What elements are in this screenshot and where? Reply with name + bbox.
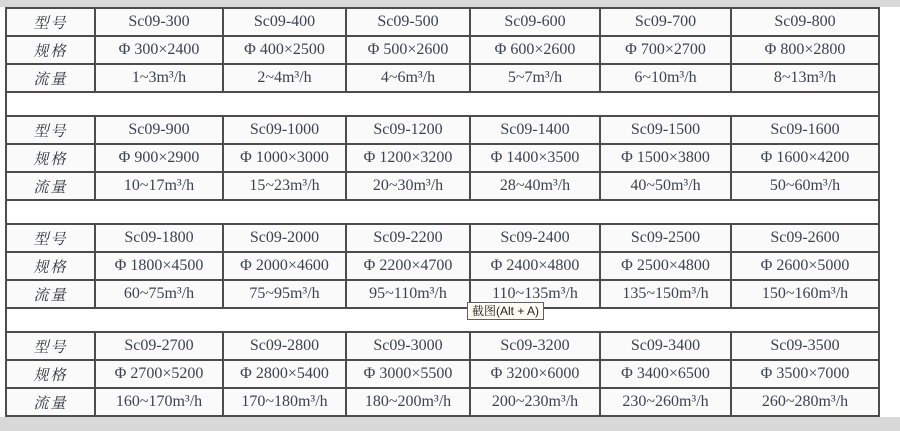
spec-cell: Φ 1200×3200 bbox=[346, 144, 470, 172]
spec-cell: Φ 3200×6000 bbox=[470, 360, 600, 388]
row-label-model: 型号 bbox=[6, 116, 95, 144]
row-label-spec: 规格 bbox=[6, 252, 95, 280]
spec-cell: Φ 1500×3800 bbox=[600, 144, 731, 172]
row-label-model: 型号 bbox=[6, 8, 95, 36]
spec-row bbox=[6, 36, 879, 64]
model-cell: Sc09-1000 bbox=[223, 116, 346, 144]
spec-row bbox=[6, 144, 879, 172]
model-row bbox=[6, 8, 879, 36]
flow-cell: 20~30m³/h bbox=[346, 172, 470, 200]
flow-cell: 10~17m³/h bbox=[95, 172, 223, 200]
model-cell: Sc09-2400 bbox=[470, 224, 600, 252]
flow-cell: 135~150m³/h bbox=[600, 280, 731, 308]
spec-table bbox=[5, 7, 880, 417]
bottom-background-strip bbox=[0, 417, 900, 431]
flow-cell: 4~6m³/h bbox=[346, 64, 470, 92]
spec-cell: Φ 2200×4700 bbox=[346, 252, 470, 280]
spec-cell: Φ 700×2700 bbox=[600, 36, 731, 64]
model-cell: Sc09-2500 bbox=[600, 224, 731, 252]
spec-row bbox=[6, 252, 879, 280]
spec-cell: Φ 900×2900 bbox=[95, 144, 223, 172]
model-cell: Sc09-1200 bbox=[346, 116, 470, 144]
spec-cell: Φ 1600×4200 bbox=[731, 144, 879, 172]
spec-cell: Φ 1800×4500 bbox=[95, 252, 223, 280]
flow-cell: 60~75m³/h bbox=[95, 280, 223, 308]
spec-cell: Φ 500×2600 bbox=[346, 36, 470, 64]
spec-cell: Φ 1400×3500 bbox=[470, 144, 600, 172]
model-cell: Sc09-1600 bbox=[731, 116, 879, 144]
spacer-cell bbox=[6, 92, 879, 116]
model-cell: Sc09-1500 bbox=[600, 116, 731, 144]
model-cell: Sc09-500 bbox=[346, 8, 470, 36]
model-cell: Sc09-600 bbox=[470, 8, 600, 36]
flow-cell: 150~160m³/h bbox=[731, 280, 879, 308]
flow-cell: 28~40m³/h bbox=[470, 172, 600, 200]
row-label-spec: 规格 bbox=[6, 36, 95, 64]
spec-cell: Φ 800×2800 bbox=[731, 36, 879, 64]
flow-cell: 6~10m³/h bbox=[600, 64, 731, 92]
model-cell: Sc09-2700 bbox=[95, 332, 223, 360]
flow-row bbox=[6, 172, 879, 200]
screenshot-tooltip: 截图(Alt + A) bbox=[467, 302, 544, 320]
flow-cell: 170~180m³/h bbox=[223, 388, 346, 416]
spec-cell: Φ 2600×5000 bbox=[731, 252, 879, 280]
spec-cell: Φ 3400×6500 bbox=[600, 360, 731, 388]
flow-cell: 95~110m³/h bbox=[346, 280, 470, 308]
model-cell: Sc09-900 bbox=[95, 116, 223, 144]
flow-row bbox=[6, 280, 879, 308]
spec-cell: Φ 1000×3000 bbox=[223, 144, 346, 172]
flow-cell: 75~95m³/h bbox=[223, 280, 346, 308]
model-cell: Sc09-2800 bbox=[223, 332, 346, 360]
row-label-spec: 规格 bbox=[6, 360, 95, 388]
flow-cell: 2~4m³/h bbox=[223, 64, 346, 92]
model-cell: Sc09-700 bbox=[600, 8, 731, 36]
spec-cell: Φ 3500×7000 bbox=[731, 360, 879, 388]
flow-cell: 260~280m³/h bbox=[731, 388, 879, 416]
model-cell: Sc09-2200 bbox=[346, 224, 470, 252]
row-label-model: 型号 bbox=[6, 224, 95, 252]
spec-cell: Φ 600×2600 bbox=[470, 36, 600, 64]
model-cell: Sc09-2000 bbox=[223, 224, 346, 252]
spec-cell: Φ 2500×4800 bbox=[600, 252, 731, 280]
spacer-row bbox=[6, 200, 879, 224]
flow-cell: 8~13m³/h bbox=[731, 64, 879, 92]
flow-cell: 230~260m³/h bbox=[600, 388, 731, 416]
model-cell: Sc09-3500 bbox=[731, 332, 879, 360]
model-cell: Sc09-3000 bbox=[346, 332, 470, 360]
spacer-cell bbox=[6, 308, 879, 332]
flow-row bbox=[6, 64, 879, 92]
spacer-row bbox=[6, 308, 879, 332]
flow-cell: 200~230m³/h bbox=[470, 388, 600, 416]
model-cell: Sc09-300 bbox=[95, 8, 223, 36]
flow-cell: 1~3m³/h bbox=[95, 64, 223, 92]
row-label-flow: 流量 bbox=[6, 64, 95, 92]
row-label-flow: 流量 bbox=[6, 280, 95, 308]
model-cell: Sc09-3400 bbox=[600, 332, 731, 360]
spec-cell: Φ 2000×4600 bbox=[223, 252, 346, 280]
flow-cell: 110~135m³/h bbox=[470, 280, 600, 308]
model-cell: Sc09-1400 bbox=[470, 116, 600, 144]
spacer-cell bbox=[6, 200, 879, 224]
model-cell: Sc09-1800 bbox=[95, 224, 223, 252]
flow-cell: 40~50m³/h bbox=[600, 172, 731, 200]
model-cell: Sc09-2600 bbox=[731, 224, 879, 252]
model-row bbox=[6, 224, 879, 252]
spec-cell: Φ 300×2400 bbox=[95, 36, 223, 64]
spec-cell: Φ 3000×5500 bbox=[346, 360, 470, 388]
spec-row bbox=[6, 360, 879, 388]
row-label-model: 型号 bbox=[6, 332, 95, 360]
flow-cell: 160~170m³/h bbox=[95, 388, 223, 416]
model-row bbox=[6, 116, 879, 144]
spacer-row bbox=[6, 92, 879, 116]
flow-cell: 180~200m³/h bbox=[346, 388, 470, 416]
top-background-strip bbox=[0, 0, 900, 7]
model-row bbox=[6, 332, 879, 360]
spec-cell: Φ 400×2500 bbox=[223, 36, 346, 64]
spec-cell: Φ 2800×5400 bbox=[223, 360, 346, 388]
row-label-flow: 流量 bbox=[6, 172, 95, 200]
flow-cell: 50~60m³/h bbox=[731, 172, 879, 200]
flow-row bbox=[6, 388, 879, 416]
row-label-spec: 规格 bbox=[6, 144, 95, 172]
spec-cell: Φ 2400×4800 bbox=[470, 252, 600, 280]
flow-cell: 5~7m³/h bbox=[470, 64, 600, 92]
spec-cell: Φ 2700×5200 bbox=[95, 360, 223, 388]
model-cell: Sc09-800 bbox=[731, 8, 879, 36]
row-label-flow: 流量 bbox=[6, 388, 95, 416]
flow-cell: 15~23m³/h bbox=[223, 172, 346, 200]
model-cell: Sc09-3200 bbox=[470, 332, 600, 360]
model-cell: Sc09-400 bbox=[223, 8, 346, 36]
